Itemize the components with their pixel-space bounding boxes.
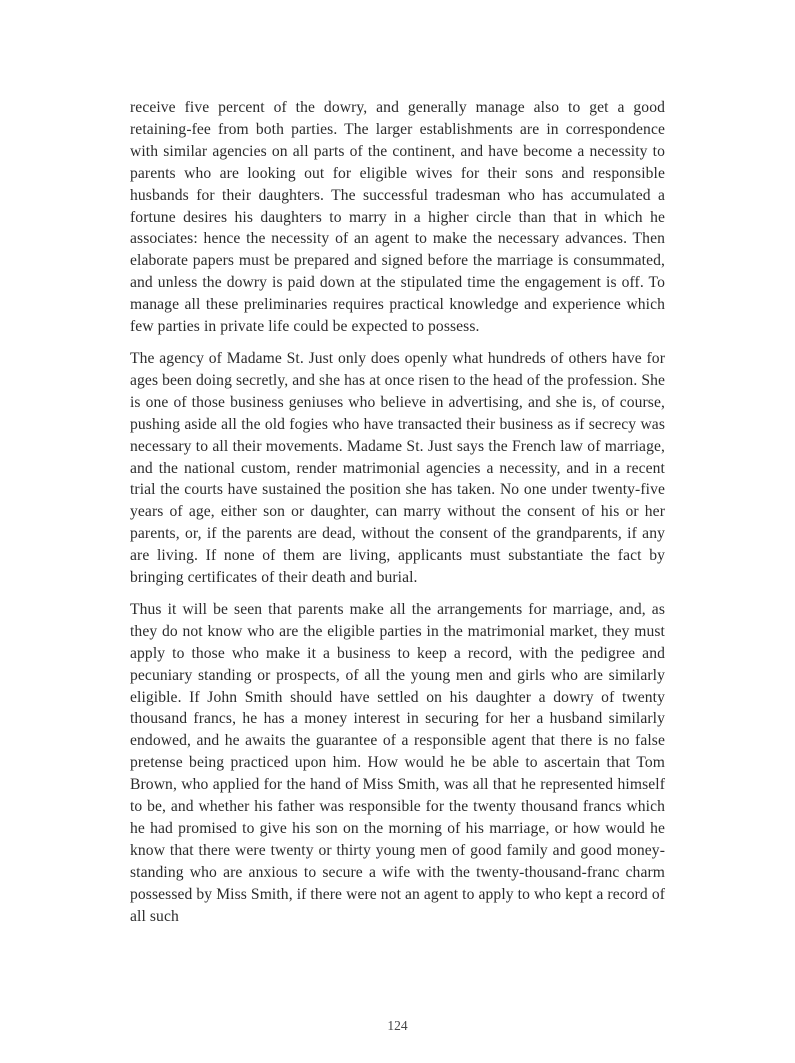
paragraph-3: Thus it will be seen that parents make all the arrangements for marriage, and, as they do not know who are the eligible parties in the matrimonial market, they must apply to those who make it a business to keep a record, with the pedigree and pecuniary standing or prospects, of all the young men and girls who are similarly eligible. If John Smith should have settled on his daughter a dowry of twenty thousand francs, he has a money interest in securing for her a husband similarly endowed, and he awaits the guarantee of a responsible agent that there is no false pretense being practiced upon him. How would he be able to ascertain that Tom Brown, who applied for the hand of Miss Smith, was all that he represented himself to be, and whether his father was responsible for the twenty thousand francs which he had promised to give his son on the morning of his marriage, or how would he know that there were twenty or thirty young men of good family and good money-standing who are anxious to secure a wife with the twenty-thousand-franc charm possessed by Miss Smith, if there were not an agent to apply to who kept a record of all such [130, 600, 666, 925]
text-block [130, 97, 665, 928]
paragraph-2: The agency of Madame St. Just only does openly what hundreds of others have for ages been doing secretly, and she has at once risen to the head of the profession. She is one of those business geniuses who believe in advertising, and she is, of course, pushing aside all the old fogies who have transacted their business as if secrecy was necessary to all their movements. Madame St. Just says the French law of marriage, and the national custom, render matrimonial agencies a necessity, and in a recent trial the courts have sustained the position she has taken. No one under twenty-five years of age, either son or daughter, can marry without the consent of his or her parents, or, if the parents are dead, without the consent of the grandparents, if any are living. If none of them are living, applicants must substantiate the fact by bringing certificates of their death and burial. [130, 349, 666, 587]
paragraph-1: receive five percent of the dowry, and generally manage also to get a good retaining-fee from both parties. The larger establishments are in correspondence with similar agencies on all parts of the continent, and have become a necessity to parents who are looking out for eligible wives for their sons and responsible husbands for their daughters. The successful tradesman who has accumulated a fortune desires his daughters to marry in a higher circle than that in which he associates: hence the necessity of an agent to make the necessary advances. Then elaborate papers must be prepared and signed before the marriage is consummated, and unless the dowry is paid down at the stipulated time the engagement is off. To manage all these preliminaries requires practical knowledge and experience which few parties in private life could be expected to possess. [130, 99, 665, 336]
page-number: 124 [387, 1018, 408, 1033]
